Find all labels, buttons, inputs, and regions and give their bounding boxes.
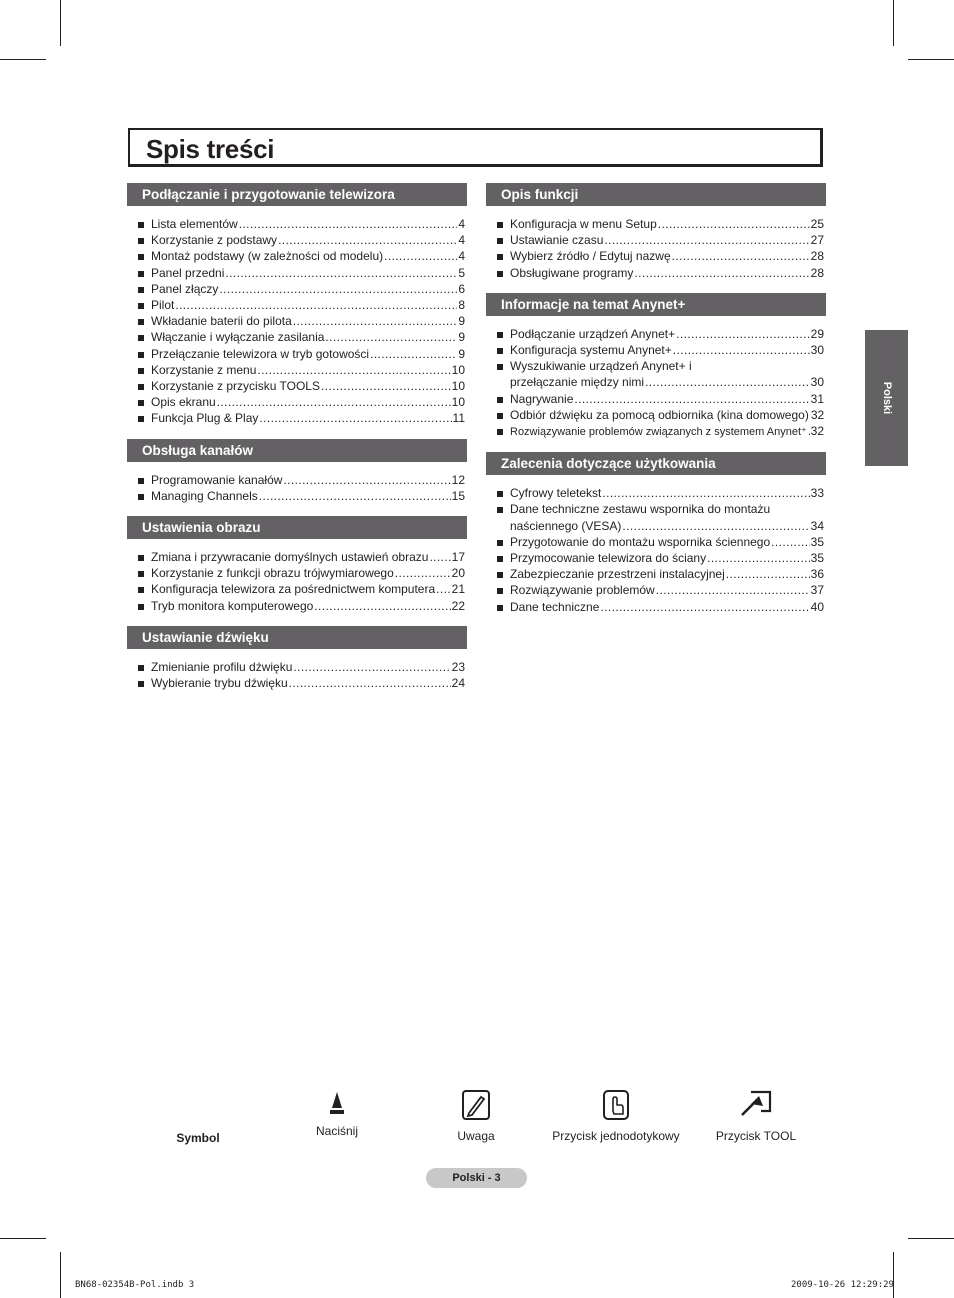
toc-entry[interactable]: [127, 297, 467, 313]
toc-entry-page: 35: [810, 534, 824, 549]
toc-entry-label: Tryb monitora komputerowego: [151, 598, 314, 613]
toc-entry[interactable]: [486, 599, 826, 615]
toc-entry-page: 10: [451, 379, 465, 394]
toc-entry-label: Zabezpieczanie przestrzeni instalacyjnej: [510, 567, 725, 582]
dot-leader: [314, 598, 450, 614]
press-icon: [329, 1090, 345, 1116]
section-heading: Opis funkcji: [486, 183, 826, 206]
toc-section: [127, 183, 467, 427]
toc-entry-label: naściennego (VESA): [510, 518, 622, 533]
note-icon: [461, 1089, 491, 1121]
toc-entry-label: Przełączanie telewizora w tryb gotowości: [151, 346, 370, 361]
dot-leader: [217, 394, 451, 410]
toc-entry-label: Przygotowanie do montażu wspornika ściennego: [510, 534, 771, 549]
toc-entry-page: 20: [451, 566, 465, 581]
toc-section: [127, 516, 467, 614]
dot-leader: [370, 346, 457, 362]
crop-mark: [0, 59, 46, 60]
toc-entry-label: Korzystanie z funkcji obrazu trójwymiarowego: [151, 566, 394, 581]
toc-list: [127, 539, 467, 614]
section-heading: Ustawienia obrazu: [127, 516, 467, 539]
toc-entry-page: 37: [810, 583, 824, 598]
dot-leader: [384, 248, 457, 264]
toc-entry-label: Panel złączy: [151, 281, 219, 296]
crop-mark: [60, 1252, 61, 1298]
toc-entry-label: Korzystanie z przycisku TOOLS: [151, 379, 320, 394]
toc-entry[interactable]: [127, 329, 467, 345]
toc-entry-page: 9: [458, 346, 465, 361]
dot-leader: [436, 581, 451, 597]
dot-leader: [656, 582, 810, 598]
toc-right-column: [486, 183, 826, 627]
toc-entry[interactable]: [486, 534, 826, 550]
toc-section: [127, 439, 467, 504]
toc-entry[interactable]: [127, 394, 467, 410]
toc-entry-page: 5: [458, 265, 465, 280]
language-side-tab-label: Polski: [880, 381, 893, 415]
toc-entry[interactable]: [127, 265, 467, 281]
dot-leader: [293, 659, 450, 675]
dot-leader: [293, 313, 458, 329]
symbol-note: [436, 1089, 516, 1143]
toc-entry[interactable]: [486, 216, 826, 232]
section-heading: Ustawianie dźwięku: [127, 626, 467, 649]
footer-file-info: BN68-02354B-Pol.indb 3: [75, 1280, 195, 1290]
footer-timestamp: 2009-10-26 12:29:29: [791, 1280, 894, 1290]
dot-leader: [658, 216, 810, 232]
dot-leader: [283, 472, 450, 488]
toc-entry[interactable]: [127, 549, 467, 565]
toc-entry-label: Nagrywanie: [510, 391, 574, 406]
note-label: Uwaga: [457, 1129, 495, 1143]
toc-entry-page: 34: [810, 518, 824, 533]
dot-leader: [634, 265, 809, 281]
toc-entry[interactable]: [486, 391, 826, 407]
page-number: Polski - 3: [452, 1172, 501, 1184]
toc-entry[interactable]: [486, 232, 826, 248]
toc-entry-label: Wybieranie trybu dźwięku: [151, 676, 288, 691]
toc-entry-label: Ustawianie czasu: [510, 233, 604, 248]
symbol-legend-title: [168, 1131, 228, 1145]
toc-entry-label: Lista elementów: [151, 217, 238, 231]
crop-mark: [893, 1252, 894, 1298]
toc-entry-label: Podłączanie urządzeń Anynet+: [510, 326, 676, 341]
toc-entry[interactable]: [486, 358, 826, 374]
toc-entry-page: 31: [810, 391, 824, 406]
dot-leader: [219, 281, 457, 297]
toc-entry[interactable]: [127, 659, 467, 675]
toc-entry-label: Zmiana i przywracanie domyślnych ustawień obrazu: [151, 550, 429, 565]
toc-entry-label: Opis ekranu: [151, 395, 216, 410]
dot-leader: [429, 549, 450, 565]
toc-entry-page: 9: [458, 314, 465, 329]
toc-entry-label: Cyfrowy teletekst: [510, 486, 602, 501]
toc-section: [486, 452, 826, 615]
toc-entry-label: Zmienianie profilu dźwięku: [151, 659, 293, 674]
dot-leader: [604, 232, 809, 248]
crop-mark: [908, 1238, 954, 1239]
toc-list: [486, 475, 826, 615]
page-number-pill: [426, 1168, 527, 1188]
dot-leader: [278, 232, 457, 248]
dot-leader: [175, 297, 457, 313]
section-heading: Podłączanie i przygotowanie telewizora: [127, 183, 467, 206]
toc-entry[interactable]: [127, 248, 467, 264]
toc-entry-page: 27: [810, 233, 824, 248]
toc-entry[interactable]: [127, 281, 467, 297]
toc-entry-page: 29: [810, 326, 824, 341]
toc-entry-page: 15: [451, 488, 465, 503]
toc-entry-label: Korzystanie z podstawy: [151, 233, 278, 248]
toc-entry[interactable]: [486, 342, 826, 358]
dot-leader: [673, 342, 810, 358]
toc-entry-page: 23: [451, 659, 465, 674]
toc-entry[interactable]: [127, 378, 467, 394]
toc-list: [127, 649, 467, 691]
crop-mark: [0, 1238, 46, 1239]
toc-entry-label: Panel przedni: [151, 265, 225, 280]
symbol-tool: [706, 1089, 806, 1143]
toc-section: [486, 293, 826, 440]
page-title: Spis treści: [146, 134, 275, 164]
toc-entry-label: Programowanie kanałów: [151, 472, 283, 487]
toc-entry[interactable]: [486, 423, 826, 440]
section-heading: Zalecenia dotyczące użytkowania: [486, 452, 826, 475]
toc-entry-label: Wybierz źródło / Edytuj nazwę: [510, 249, 671, 264]
toc-entry-page: 21: [451, 582, 465, 597]
toc-entry[interactable]: [127, 362, 467, 378]
dot-leader: [225, 265, 457, 281]
toc-entry[interactable]: [486, 326, 826, 342]
toc-entry-page: 33: [810, 486, 824, 501]
one-touch-label: Przycisk jednodotykowy: [552, 1129, 680, 1143]
dot-leader: [808, 423, 810, 439]
toc-entry-label: Pilot: [151, 298, 175, 313]
toc-entry-page: 11: [452, 411, 465, 426]
toc-entry-label: Korzystanie z menu: [151, 362, 257, 377]
toc-entry-page: 35: [810, 551, 824, 566]
toc-entry-page: 10: [451, 395, 465, 410]
toc-list: [486, 316, 826, 440]
dot-leader: [289, 675, 451, 691]
dot-leader: [726, 566, 810, 582]
toc-entry-page: 28: [810, 249, 824, 264]
toc-entry[interactable]: [127, 565, 467, 581]
toc-entry-label: Konfiguracja telewizora za pośrednictwem komputera: [151, 582, 436, 597]
dot-leader: [321, 378, 451, 394]
language-side-tab: [865, 330, 908, 466]
toc-list: [127, 462, 467, 504]
toc-entry-label: Konfiguracja w menu Setup: [510, 217, 657, 231]
dot-leader: [622, 518, 809, 534]
press-label: Naciśnij: [315, 1124, 358, 1138]
toc-entry-page: 4: [458, 249, 465, 264]
toc-entry[interactable]: [127, 216, 467, 232]
title-box: [128, 128, 823, 167]
toc-entry-label: Przymocowanie telewizora do ściany: [510, 551, 707, 566]
toc-entry-label: Funkcja Plug & Play: [151, 411, 259, 426]
toc-entry-label: Obsługiwane programy: [510, 265, 634, 280]
toc-entry-label: Konfiguracja systemu Anynet+: [510, 343, 672, 358]
toc-entry[interactable]: [127, 410, 467, 426]
dot-leader: [574, 391, 809, 407]
dot-leader: [676, 326, 810, 342]
dot-leader: [707, 550, 810, 566]
toc-entry-page: 12: [451, 472, 465, 487]
toc-entry[interactable]: [127, 488, 467, 504]
crop-mark: [60, 0, 61, 46]
toc-entry-page: 24: [451, 676, 465, 691]
toc-section: [127, 626, 467, 691]
toc-entry-label: Montaż podstawy (w zależności od modelu): [151, 249, 384, 264]
symbol-press: [297, 1090, 377, 1138]
dot-leader: [395, 565, 451, 581]
toc-entry-page: 32: [810, 424, 824, 439]
toc-entry-page: 4: [458, 217, 465, 231]
toc-entry[interactable]: [486, 265, 826, 281]
dot-leader: [259, 410, 451, 426]
toc-entry-label: Rozwiązywanie problemów związanych z systemem Anynet⁺: [510, 426, 807, 439]
toc-entry-label: Włączanie i wyłączanie zasilania: [151, 330, 325, 345]
toc-entry-label: Odbiór dźwięku za pomocą odbiornika (kina domowego): [510, 407, 809, 422]
toc-entry-page: 25: [810, 217, 824, 231]
toc-entry[interactable]: [486, 407, 826, 423]
crop-mark: [893, 0, 894, 46]
section-heading: Obsługa kanałów: [127, 439, 467, 462]
toc-entry-label: Wyszukiwanie urządzeń Anynet+ i: [510, 359, 692, 374]
toc-entry-page: 30: [810, 375, 824, 390]
dot-leader: [771, 534, 809, 550]
toc-entry[interactable]: [486, 566, 826, 582]
one-touch-button-icon: [601, 1089, 631, 1121]
dot-leader: [602, 485, 809, 501]
section-heading: Informacje na temat Anynet+: [486, 293, 826, 316]
toc-entry[interactable]: [127, 346, 467, 362]
toc-entry[interactable]: [486, 582, 826, 598]
toc-entry-page: 10: [451, 362, 465, 377]
tool-button-icon: [739, 1089, 773, 1121]
toc-entry[interactable]: [486, 374, 826, 390]
toc-entry-page: 36: [810, 567, 824, 582]
toc-entry[interactable]: [127, 675, 467, 691]
toc-list: [127, 206, 467, 427]
toc-entry[interactable]: [486, 501, 826, 517]
toc-entry[interactable]: [486, 485, 826, 501]
toc-entry[interactable]: [486, 518, 826, 534]
toc-entry[interactable]: [127, 472, 467, 488]
toc-entry-label: Dane techniczne: [510, 599, 600, 614]
toc-entry-page: 17: [451, 550, 465, 565]
dot-leader: [672, 248, 810, 264]
crop-mark: [908, 59, 954, 60]
toc-entry-label: Rozwiązywanie problemów: [510, 583, 655, 598]
toc-entry-label: przełączanie między nimi: [510, 375, 645, 390]
toc-entry-page: 22: [451, 598, 465, 613]
toc-entry-page: 40: [810, 599, 824, 614]
dot-leader: [239, 216, 458, 232]
toc-entry[interactable]: [127, 581, 467, 597]
tool-label: Przycisk TOOL: [715, 1129, 797, 1143]
toc-entry-page: 28: [810, 265, 824, 280]
toc-entry-page: 9: [458, 330, 465, 345]
toc-section: [486, 183, 826, 281]
toc-entry-label: Dane techniczne zestawu wspornika do montażu: [510, 502, 771, 517]
symbol-one-touch: [546, 1089, 686, 1143]
dot-leader: [325, 329, 457, 345]
toc-entry[interactable]: [127, 598, 467, 614]
toc-entry-page: 8: [458, 298, 465, 313]
symbol-title-text: Symbol: [176, 1131, 220, 1145]
toc-entry-page: 4: [458, 233, 465, 248]
dot-leader: [645, 374, 810, 390]
toc-entry[interactable]: [486, 248, 826, 264]
toc-entry-page: 32: [810, 407, 825, 422]
dot-leader: [257, 362, 450, 378]
toc-entry[interactable]: [127, 232, 467, 248]
toc-left-column: [127, 183, 467, 703]
toc-entry[interactable]: [486, 550, 826, 566]
toc-entry-label: Managing Channels: [151, 488, 258, 503]
toc-list: [486, 206, 826, 281]
dot-leader: [259, 488, 451, 504]
toc-entry-page: 6: [458, 281, 465, 296]
toc-entry-label: Wkładanie baterii do pilota: [151, 314, 292, 329]
dot-leader: [600, 599, 809, 615]
toc-entry-page: 30: [810, 343, 824, 358]
toc-entry[interactable]: [127, 313, 467, 329]
